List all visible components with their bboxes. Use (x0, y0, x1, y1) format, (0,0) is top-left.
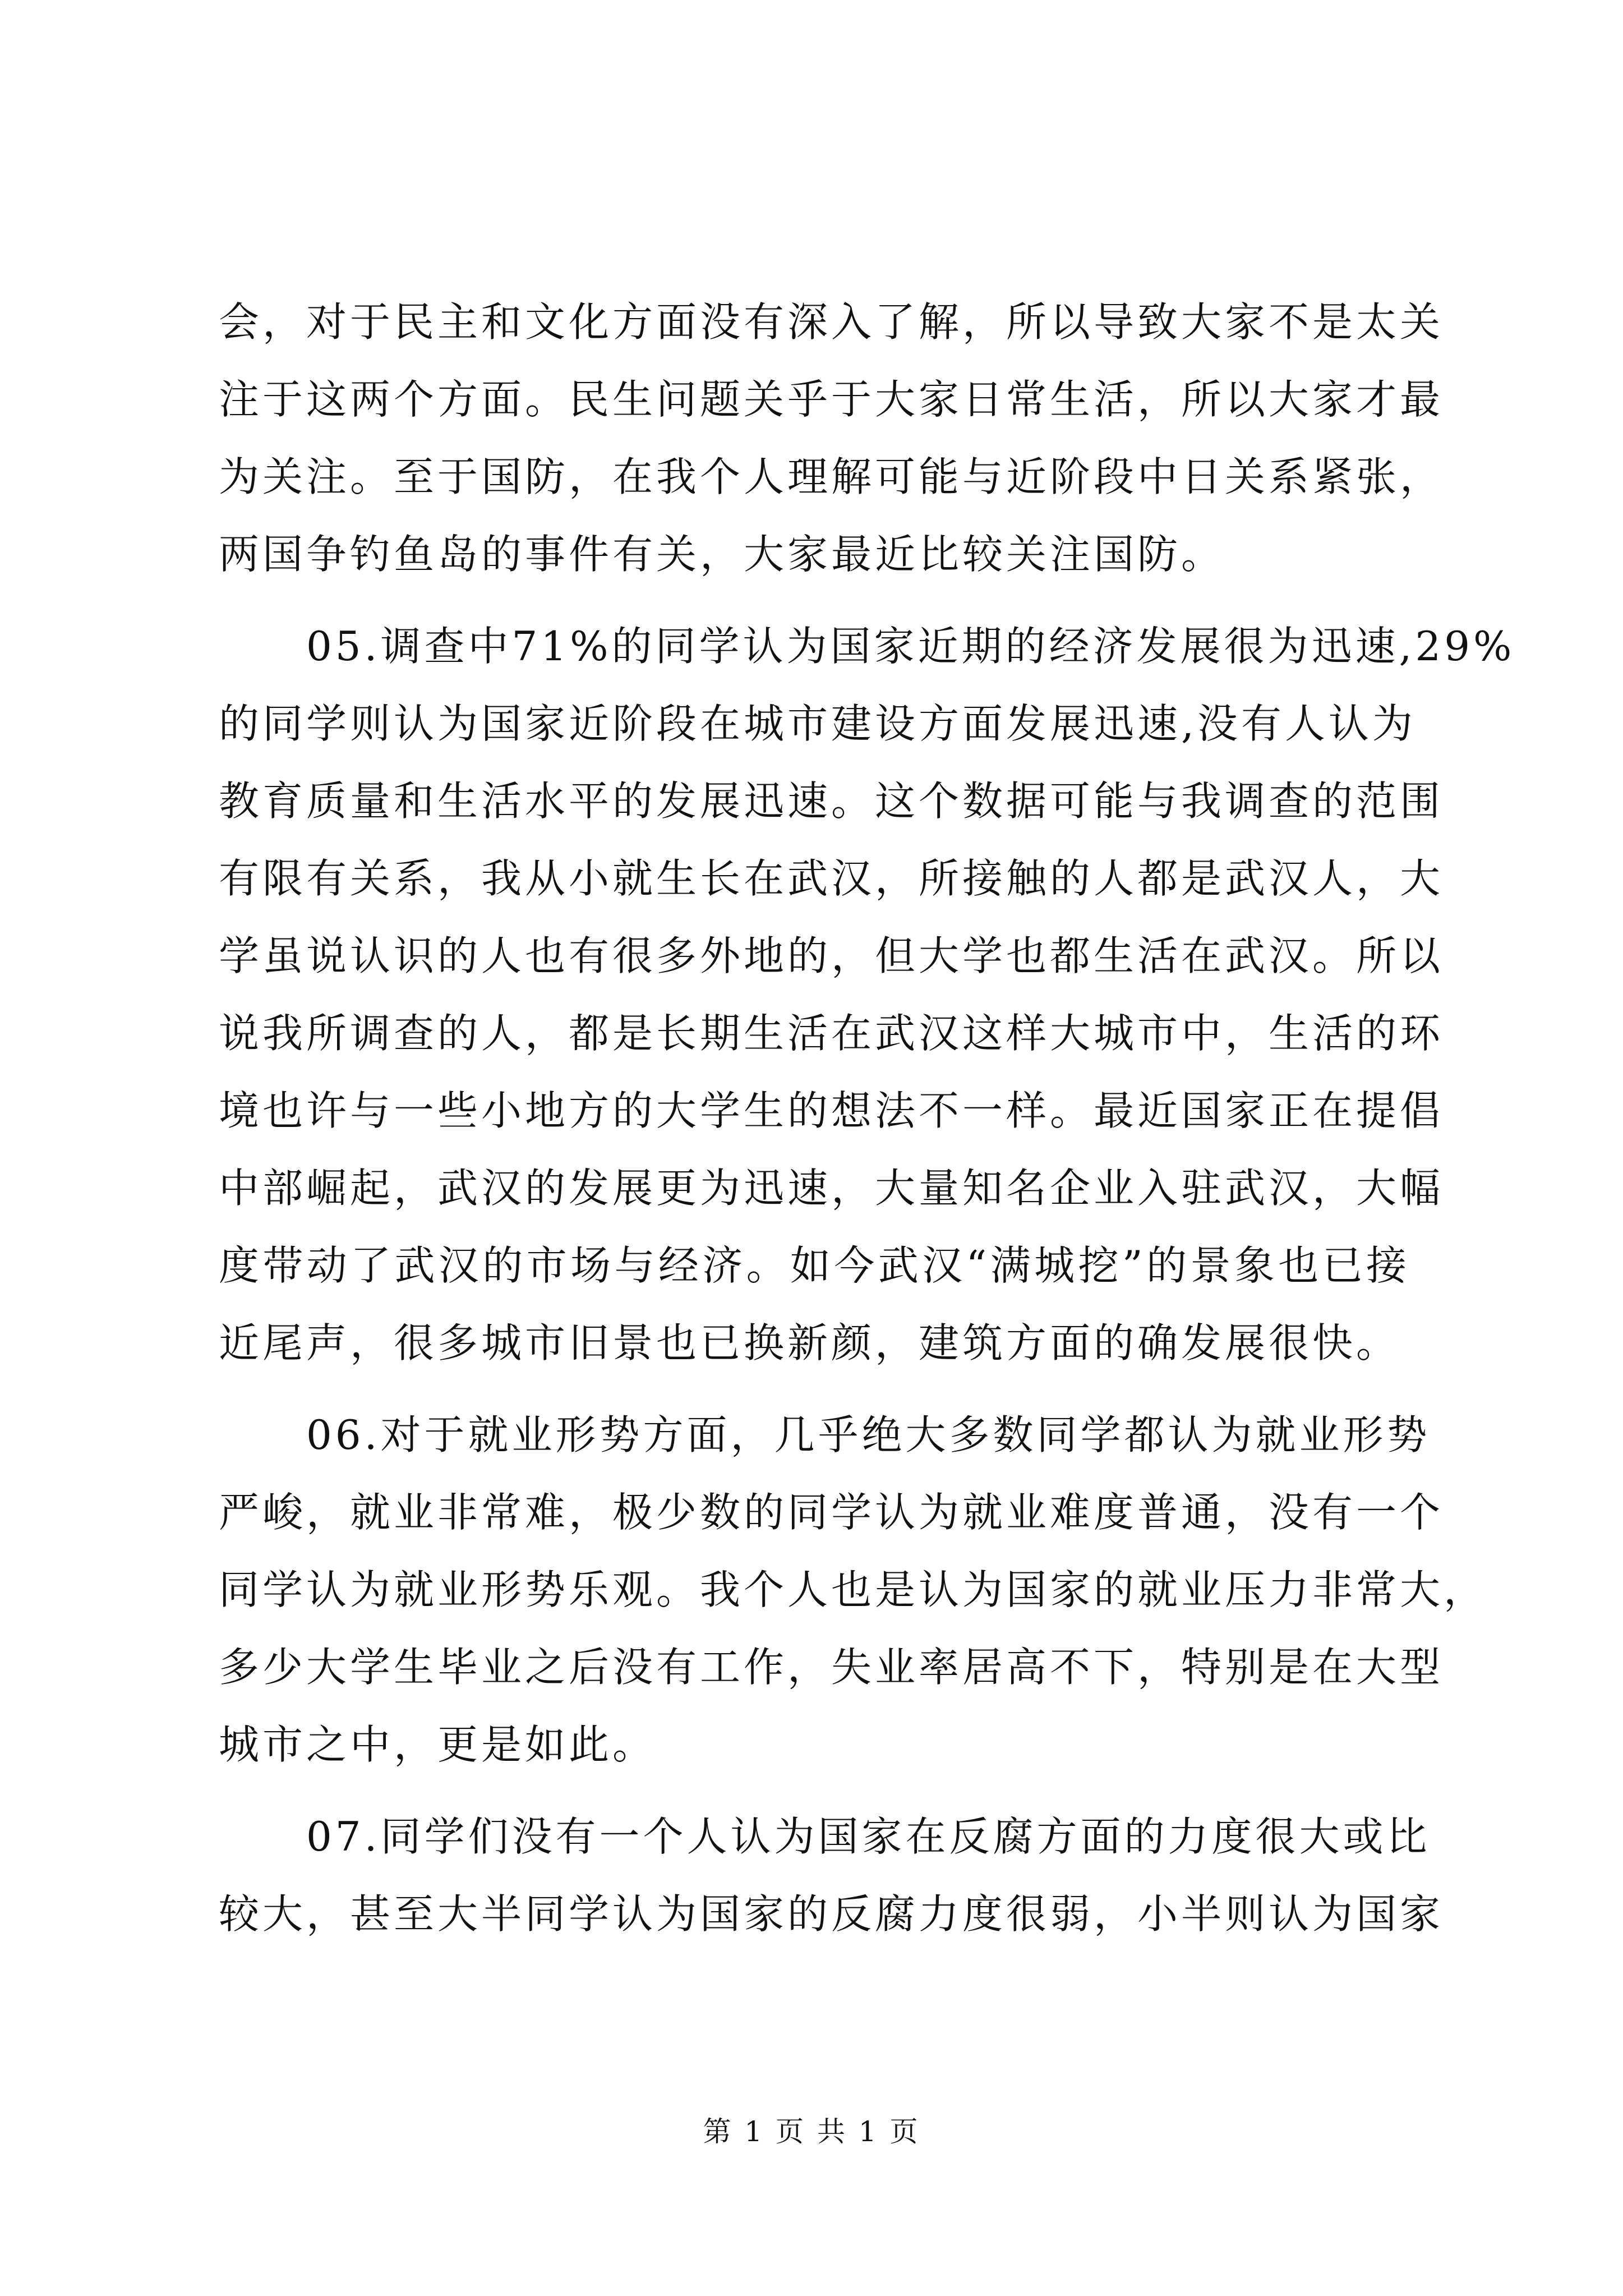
text-line: 06.对于就业形势方面，几乎绝大多数同学都认为就业形势 (219, 1411, 1431, 1458)
text-line: 05.调查中71%的同学认为国家近期的经济发展很为迅速,29% (219, 623, 1515, 670)
text-line: 为关注。至于国防，在我个人理解可能与近阶段中日关系紧张， (219, 453, 1444, 500)
text-line: 07.同学们没有一个人认为国家在反腐方面的力度很大或比 (219, 1813, 1431, 1860)
text-line: 近尾声，很多城市旧景也已换新颜，建筑方面的确发展很快。 (219, 1319, 1400, 1366)
text-line: 的同学则认为国家近阶段在城市建设方面发展迅速,没有人认为 (219, 700, 1416, 747)
paragraph-06 (219, 1396, 1488, 1783)
text-line: 学虽说认识的人也有很多外地的，但大学也都生活在武汉。所以 (219, 932, 1444, 979)
text-line: 严峻，就业非常难，极少数的同学认为就业难度普通，没有一个 (219, 1489, 1444, 1536)
paragraph-05 (219, 608, 1515, 1382)
text-line: 较大，甚至大半同学认为国家的反腐力度很弱，小半则认为国家 (219, 1890, 1444, 1938)
text-line: 度带动了武汉的市场与经济。如今武汉“满城挖”的景象也已接 (219, 1242, 1410, 1289)
text-line: 中部崛起，武汉的发展更为迅速，大量知名企业入驻武汉，大幅 (219, 1165, 1444, 1212)
text-line: 说我所调查的人，都是长期生活在武汉这样大城市中，生活的环 (219, 1010, 1444, 1057)
text-line: 城市之中，更是如此。 (219, 1721, 657, 1768)
text-line: 会，对于民主和文化方面没有深入了解，所以导致大家不是太关 (219, 298, 1444, 346)
text-line: 注于这两个方面。民生问题关乎于大家日常生活，所以大家才最 (219, 376, 1444, 423)
text-line: 同学认为就业形势乐观。我个人也是认为国家的就业压力非常大， (219, 1566, 1488, 1613)
text-line: 两国争钓鱼岛的事件有关，大家最近比较关注国防。 (219, 531, 1225, 578)
text-line: 教育质量和生活水平的发展迅速。这个数据可能与我调查的范围 (219, 777, 1444, 825)
text-line: 多少大学生毕业之后没有工作，失业率居高不下，特别是在大型 (219, 1644, 1444, 1691)
text-line: 境也许与一些小地方的大学生的想法不一样。最近国家正在提倡 (219, 1087, 1444, 1134)
text-line: 有限有关系，我从小就生长在武汉，所接触的人都是武汉人，大 (219, 855, 1444, 902)
paragraph-1 (219, 283, 1444, 593)
document-body (219, 283, 1515, 1953)
page-footer: 第 1 页 共 1 页 (703, 2115, 920, 2148)
paragraph-07 (219, 1798, 1444, 1953)
